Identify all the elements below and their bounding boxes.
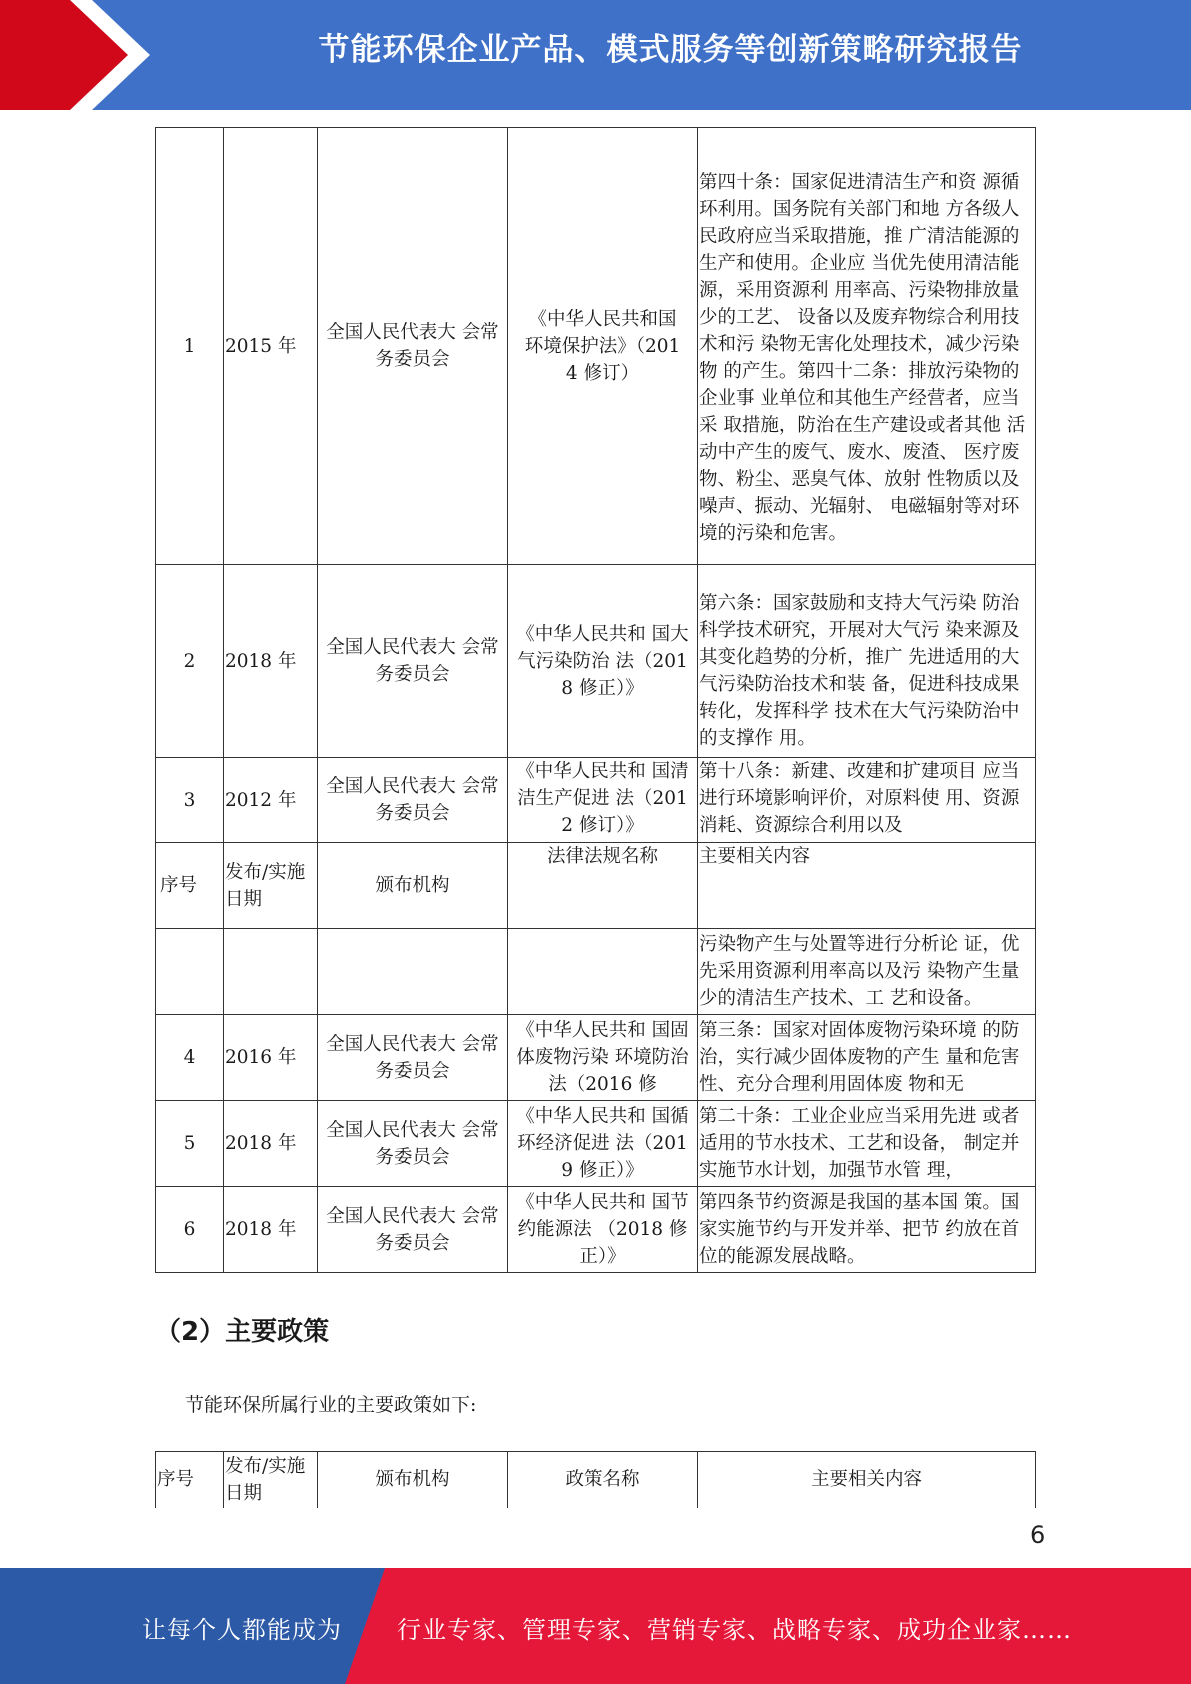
row-law-name: 《中华人民共和 国固体废物污染 环境防治法（2016 修: [508, 1015, 698, 1101]
table-row: [156, 929, 1036, 1015]
row-law-name: 《中华人民共和 国清洁生产促进 法（2012 修订）》: [508, 758, 698, 843]
row-law-name: 《中华人民共和 国节约能源法 （2018 修正）》: [508, 1187, 698, 1273]
row-number: 6: [156, 1187, 224, 1273]
footer-slogan-left: 让每个人都能成为: [142, 1616, 342, 1644]
page-header-title: 节能环保企业产品、模式服务等创新策略研究报告: [318, 32, 1023, 68]
header-policy-name: 政策名称: [508, 1452, 698, 1508]
row-number: [156, 929, 224, 1015]
row-number: 2: [156, 565, 224, 758]
table-row: [156, 1015, 1036, 1101]
row-number: 3: [156, 758, 224, 843]
row-content: 第四条节约资源是我国的基本国 策。国家实施节约与开发并举、把节 约放在首位的能源发展战略。: [698, 1187, 1036, 1273]
row-content: 第三条：国家对固体废物污染环境 的防治，实行减少固体废物的产生 量和危害性、充分合理利用固体废 物和无: [698, 1015, 1036, 1101]
row-content: 第十八条：新建、改建和扩建项目 应当进行环境影响评价，对原料使 用、资源消耗、资源综合利用以及: [698, 758, 1036, 843]
row-date: 2018 年: [224, 1187, 318, 1273]
row-agency: 全国人民代表大 会常务委员会: [318, 1101, 508, 1187]
page-number: 6: [1030, 1521, 1046, 1549]
row-agency: 全国人民代表大 会常务委员会: [318, 565, 508, 758]
table-header-row-repeated: [156, 843, 1036, 929]
row-date: [224, 929, 318, 1015]
row-law-name: 《中华人民共和国环境保护法》（2014 修订）: [508, 128, 698, 565]
row-number: 5: [156, 1101, 224, 1187]
row-date: 2015 年: [224, 128, 318, 565]
header-number: 序号: [156, 843, 224, 929]
table-row: [156, 1101, 1036, 1187]
section-heading: （2）主要政策: [155, 1317, 330, 1347]
row-law-name: 《中华人民共和 国循环经济促进 法（2019 修正）》: [508, 1101, 698, 1187]
row-law-name: [508, 929, 698, 1015]
row-number: 1: [156, 128, 224, 565]
laws-table: [155, 127, 1036, 1273]
header-content: 主要相关内容: [698, 843, 1036, 929]
section-intro: 节能环保所属行业的主要政策如下:: [185, 1394, 477, 1416]
header-agency: 颁布机构: [318, 1452, 508, 1508]
header-date: 发布/实施日期: [224, 843, 318, 929]
header-number: 序号: [156, 1452, 224, 1508]
row-date: 2016 年: [224, 1015, 318, 1101]
row-content: 第四十条：国家促进清洁生产和资 源循环利用。国务院有关部门和地 方各级人民政府应当采取措施，推 广清洁能源的生产和使用。企业应 当优先使用清洁能源，采用资源利 用率高、污染物排放量少的工艺、 设备以及废弃物综合利用技术和污 染物无害化处理技术，减少污染物 的产生。第四十二条：排放污染物的企业事 业单位和其他生产经营者，应当采 取措施，防治在生产建设或者其他 活动中产生的废气、废水、废渣、 医疗废物、粉尘、恶臭气体、放射 性物质以及噪声、振动、光辐射、 电磁辐射等对环境的污染和危害。: [698, 128, 1036, 565]
row-law-name: 《中华人民共和 国大气污染防治 法（2018 修正）》: [508, 565, 698, 758]
row-content: 污染物产生与处置等进行分析论 证，优先采用资源利用率高以及污 染物产生量少的清洁生产技术、工 艺和设备。: [698, 929, 1036, 1015]
row-agency: 全国人民代表大 会常务委员会: [318, 758, 508, 843]
table-row: [156, 565, 1036, 758]
header-content: 主要相关内容: [698, 1452, 1036, 1508]
row-content: 第六条：国家鼓励和支持大气污染 防治科学技术研究，开展对大气污 染来源及其变化趋势的分析，推广 先进适用的大气污染防治技术和装 备，促进科技成果转化，发挥科学 技术在大气污染防治中的支撑作 用。: [698, 565, 1036, 758]
row-date: 2012 年: [224, 758, 318, 843]
row-agency: 全国人民代表大 会常务委员会: [318, 1015, 508, 1101]
row-content: 第二十条：工业企业应当采用先进 或者适用的节水技术、工艺和设备， 制定并实施节水计划，加强节水管 理，: [698, 1101, 1036, 1187]
row-number: 4: [156, 1015, 224, 1101]
table-row: [156, 128, 1036, 565]
header-date: 发布/实施日期: [224, 1452, 318, 1508]
row-agency: 全国人民代表大 会常务委员会: [318, 1187, 508, 1273]
table-row: [156, 1187, 1036, 1273]
row-date: 2018 年: [224, 1101, 318, 1187]
row-agency: 全国人民代表大 会常务委员会: [318, 128, 508, 565]
policy-table: [155, 1451, 1036, 1508]
row-agency: [318, 929, 508, 1015]
header-law-name: 法律法规名称: [508, 843, 698, 929]
table-row: [156, 758, 1036, 843]
header-arrow-graphic: [0, 0, 150, 110]
row-date: 2018 年: [224, 565, 318, 758]
header-agency: 颁布机构: [318, 843, 508, 929]
footer-slogan-right: 行业专家、管理专家、营销专家、战略专家、成功企业家……: [397, 1616, 1072, 1644]
policy-table-header-row: [156, 1452, 1036, 1508]
